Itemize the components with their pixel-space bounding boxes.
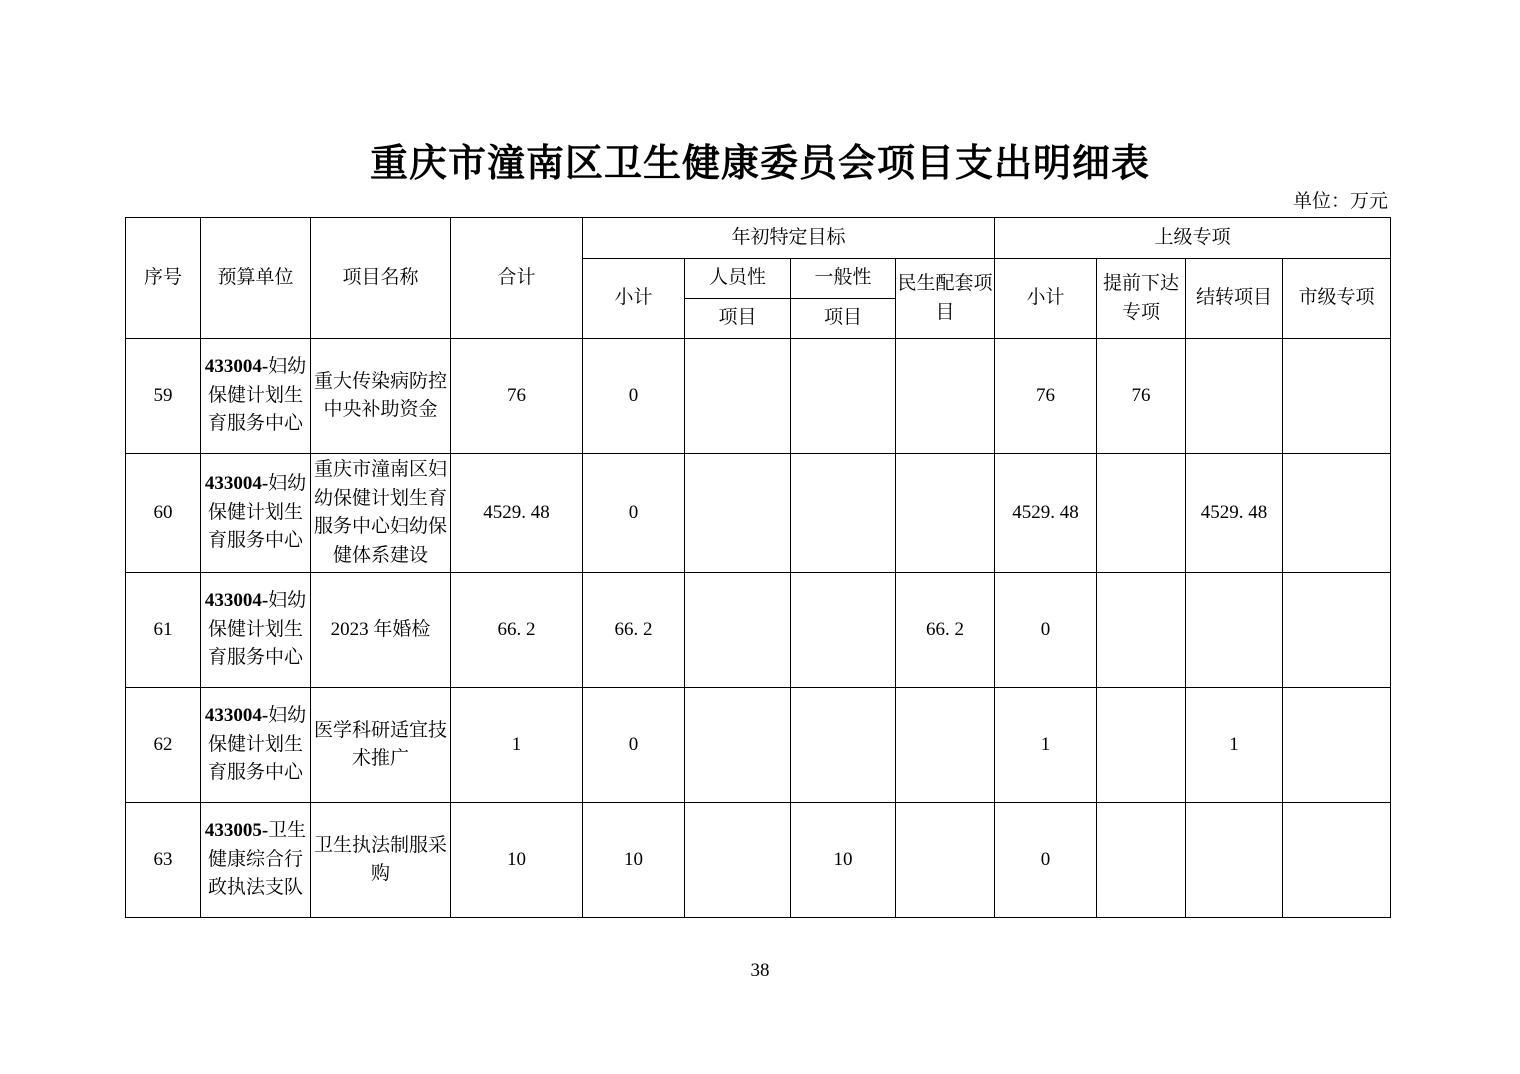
cell-sp-advance (1097, 688, 1186, 803)
header-personnel-line2: 项目 (685, 299, 791, 339)
page-number: 38 (750, 960, 770, 981)
budget-unit-name: 妇幼保健计划生育服务中心 (207, 590, 307, 669)
header-general-line2: 项目 (791, 299, 896, 339)
cell-sp-carryover (1186, 573, 1283, 688)
cell-serial: 60 (126, 454, 201, 573)
header-personnel-line1: 人员性 (685, 259, 791, 299)
cell-sp-subtotal: 0 (995, 573, 1097, 688)
cell-ys-general: 10 (791, 803, 896, 918)
cell-sp-carryover (1186, 803, 1283, 918)
cell-sp-advance: 76 (1097, 339, 1186, 454)
header-group-year-start: 年初特定目标 (583, 218, 995, 259)
cell-sp-advance (1097, 573, 1186, 688)
cell-sp-subtotal: 0 (995, 803, 1097, 918)
cell-serial: 59 (126, 339, 201, 454)
cell-ys-personnel (685, 803, 791, 918)
cell-sp-carryover (1186, 339, 1283, 454)
budget-unit-name: 妇幼保健计划生育服务中心 (207, 705, 307, 784)
header-general-line1: 一般性 (791, 259, 896, 299)
cell-total: 4529. 48 (451, 454, 583, 573)
cell-ys-subtotal: 10 (583, 803, 685, 918)
table-row (126, 454, 1391, 573)
header-budget-unit: 预算单位 (201, 218, 311, 339)
cell-total: 66. 2 (451, 573, 583, 688)
budget-unit-code: 433004- (204, 473, 269, 495)
cell-ys-general (791, 454, 896, 573)
table-body (126, 339, 1391, 918)
cell-budget-unit (201, 454, 311, 573)
cell-ys-general (791, 688, 896, 803)
page-title: 重庆市潼南区卫生健康委员会项目支出明细表 (369, 143, 1150, 185)
cell-serial: 62 (126, 688, 201, 803)
budget-unit-code: 433005- (204, 820, 269, 842)
budget-unit-name: 妇幼保健计划生育服务中心 (207, 356, 307, 435)
cell-ys-subtotal: 0 (583, 454, 685, 573)
header-livelihood: 民生配套项目 (896, 259, 995, 339)
cell-ys-subtotal: 0 (583, 688, 685, 803)
cell-budget-unit (201, 803, 311, 918)
cell-ys-general (791, 339, 896, 454)
cell-sp-subtotal: 4529. 48 (995, 454, 1097, 573)
header-carryover: 结转项目 (1186, 259, 1283, 339)
cell-ys-personnel (685, 339, 791, 454)
budget-unit-name: 卫生健康综合行政执法支队 (207, 820, 307, 899)
budget-unit-code: 433004- (204, 356, 269, 378)
cell-sp-municipal (1283, 573, 1391, 688)
cell-ys-livelihood (896, 339, 995, 454)
budget-unit-name: 妇幼保健计划生育服务中心 (207, 473, 307, 552)
table-header (126, 218, 1391, 339)
cell-budget-unit (201, 573, 311, 688)
cell-budget-unit (201, 339, 311, 454)
cell-total: 76 (451, 339, 583, 454)
cell-sp-subtotal: 76 (995, 339, 1097, 454)
cell-project-name: 重大传染病防控中央补助资金 (311, 339, 451, 454)
table-row (126, 339, 1391, 454)
header-advance: 提前下达专项 (1097, 259, 1186, 339)
budget-unit-code: 433004- (204, 590, 269, 612)
cell-sp-advance (1097, 803, 1186, 918)
unit-note: 单位：万元 (1292, 191, 1388, 212)
cell-project-name: 2023 年婚检 (311, 573, 451, 688)
header-sp-subtotal: 小计 (995, 259, 1097, 339)
cell-project-name: 重庆市潼南区妇幼保健计划生育服务中心妇幼保健体系建设 (311, 454, 451, 573)
table-row (126, 573, 1391, 688)
cell-sp-municipal (1283, 803, 1391, 918)
table-row (126, 803, 1391, 918)
cell-budget-unit (201, 688, 311, 803)
cell-ys-livelihood: 66. 2 (896, 573, 995, 688)
expenditure-detail-table (125, 217, 1391, 918)
cell-total: 1 (451, 688, 583, 803)
header-project-name: 项目名称 (311, 218, 451, 339)
cell-ys-general (791, 573, 896, 688)
header-municipal: 市级专项 (1283, 259, 1391, 339)
cell-total: 10 (451, 803, 583, 918)
cell-ys-livelihood (896, 454, 995, 573)
header-total: 合计 (451, 218, 583, 339)
cell-ys-subtotal: 0 (583, 339, 685, 454)
cell-sp-carryover: 4529. 48 (1186, 454, 1283, 573)
cell-ys-subtotal: 66. 2 (583, 573, 685, 688)
cell-serial: 61 (126, 573, 201, 688)
cell-ys-personnel (685, 573, 791, 688)
budget-unit-code: 433004- (204, 705, 269, 727)
cell-project-name: 医学科研适宜技术推广 (311, 688, 451, 803)
cell-sp-municipal (1283, 339, 1391, 454)
header-ys-subtotal: 小计 (583, 259, 685, 339)
cell-ys-personnel (685, 688, 791, 803)
cell-sp-advance (1097, 454, 1186, 573)
cell-serial: 63 (126, 803, 201, 918)
cell-ys-personnel (685, 454, 791, 573)
cell-ys-livelihood (896, 803, 995, 918)
header-group-superior: 上级专项 (995, 218, 1391, 259)
cell-sp-municipal (1283, 688, 1391, 803)
table-row (126, 688, 1391, 803)
cell-sp-subtotal: 1 (995, 688, 1097, 803)
header-serial: 序号 (126, 218, 201, 339)
cell-project-name: 卫生执法制服采购 (311, 803, 451, 918)
cell-ys-livelihood (896, 688, 995, 803)
cell-sp-carryover: 1 (1186, 688, 1283, 803)
cell-sp-municipal (1283, 454, 1391, 573)
